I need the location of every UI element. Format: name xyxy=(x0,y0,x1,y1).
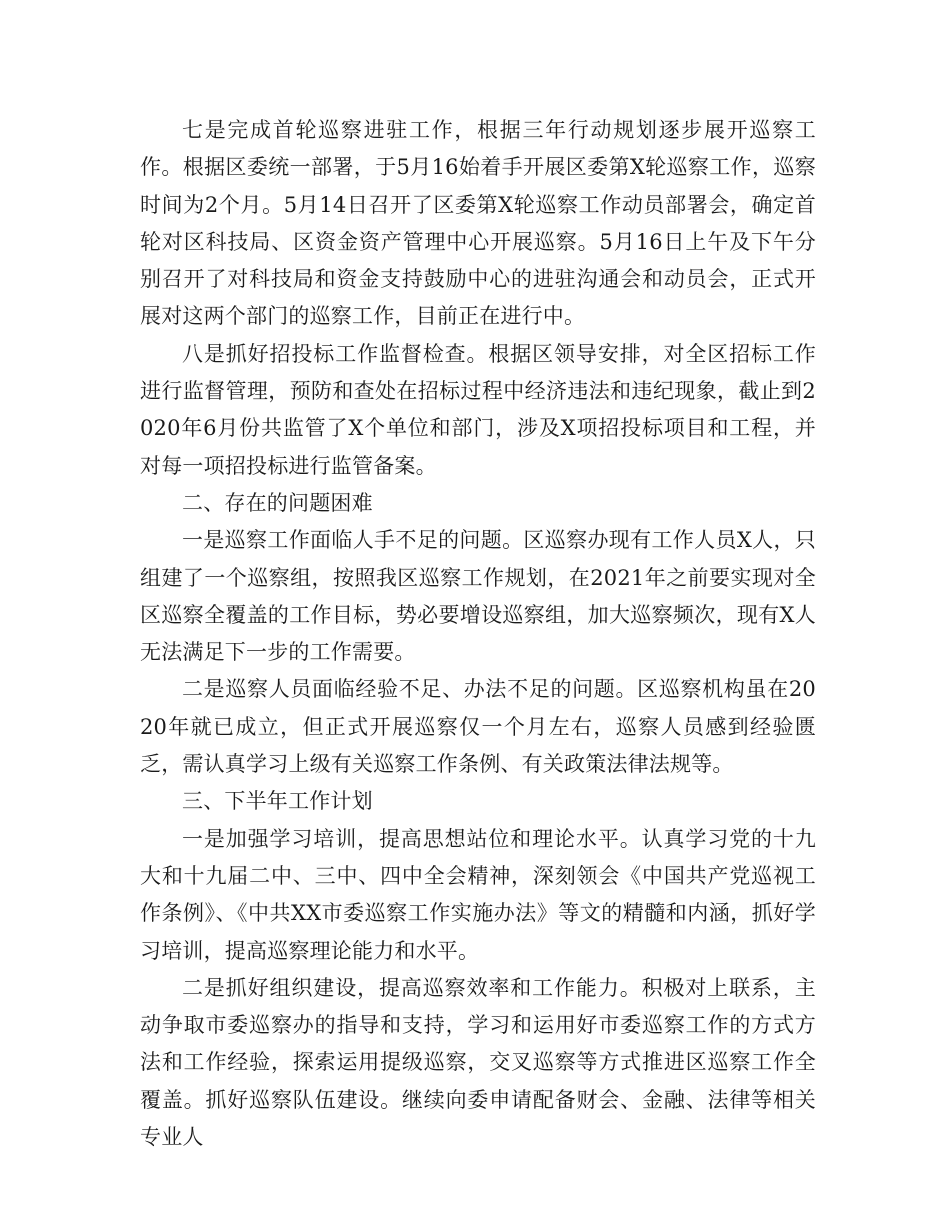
paragraph-organization-building: 二是抓好组织建设，提高巡察效率和工作能力。积极对上联系，主动争取市委巡察办的指导和支持，学习和运用好市委巡察工作的方式方法和工作经验，探索运用提级巡察，交叉巡察等方式推进区巡察工作全覆盖。抓好巡察队伍建设。继续向委申请配备财会、金融、法律等相关专业人 xyxy=(140,975,816,1150)
paragraph-bidding-supervision: 八是抓好招投标工作监督检查。根据区领导安排，对全区招标工作进行监督管理，预防和查处在招标过程中经济违法和违纪现象，截止到2020年6月份共监管了X个单位和部门，涉及X项招投标项目和工程，并对每一项招投标进行监管备案。 xyxy=(140,341,816,478)
section-heading-problems: 二、存在的问题困难 xyxy=(182,490,373,515)
paragraph-lack-of-experience: 二是巡察人员面临经验不足、办法不足的问题。区巡察机构虽在2020年就已成立，但正式开展巡察仅一个月左右，巡察人员感到经验匮乏，需认真学习上级有关巡察工作条例、有关政策法律法规等。 xyxy=(140,677,816,777)
paragraph-staff-shortage: 一是巡察工作面临人手不足的问题。区巡察办现有工作人员X人，只组建了一个巡察组，按照我区巡察工作规划，在2021年之前要实现对全区巡察全覆盖的工作目标，势必要增设巡察组，加大巡察频次，现有X人无法满足下一步的工作需要。 xyxy=(140,528,816,665)
document-body xyxy=(140,112,816,1156)
section-heading-plan: 三、下半年工作计划 xyxy=(182,789,373,814)
paragraph-inspection-first-round: 七是完成首轮巡察进驻工作，根据三年行动规划逐步展开巡察工作。根据区委统一部署，于5月16始着手开展区委第X轮巡察工作，巡察时间为2个月。5月14日召开了区委第X轮巡察工作动员部署会，确定首轮对区科技局、区资金资产管理中心开展巡察。5月16日上午及下午分别召开了对科技局和资金支持鼓励中心的进驻沟通会和动员会，正式开展对这两个部门的巡察工作，目前正在进行中。 xyxy=(140,118,816,329)
paragraph-study-training: 一是加强学习培训，提高思想站位和理论水平。认真学习党的十九大和十九届二中、三中、四中全会精神，深刻领会《中国共产党巡视工作条例》、《中共XX市委巡察工作实施办法》等文的精髓和内涵，抓好学习培训，提高巡察理论能力和水平。 xyxy=(140,826,816,963)
